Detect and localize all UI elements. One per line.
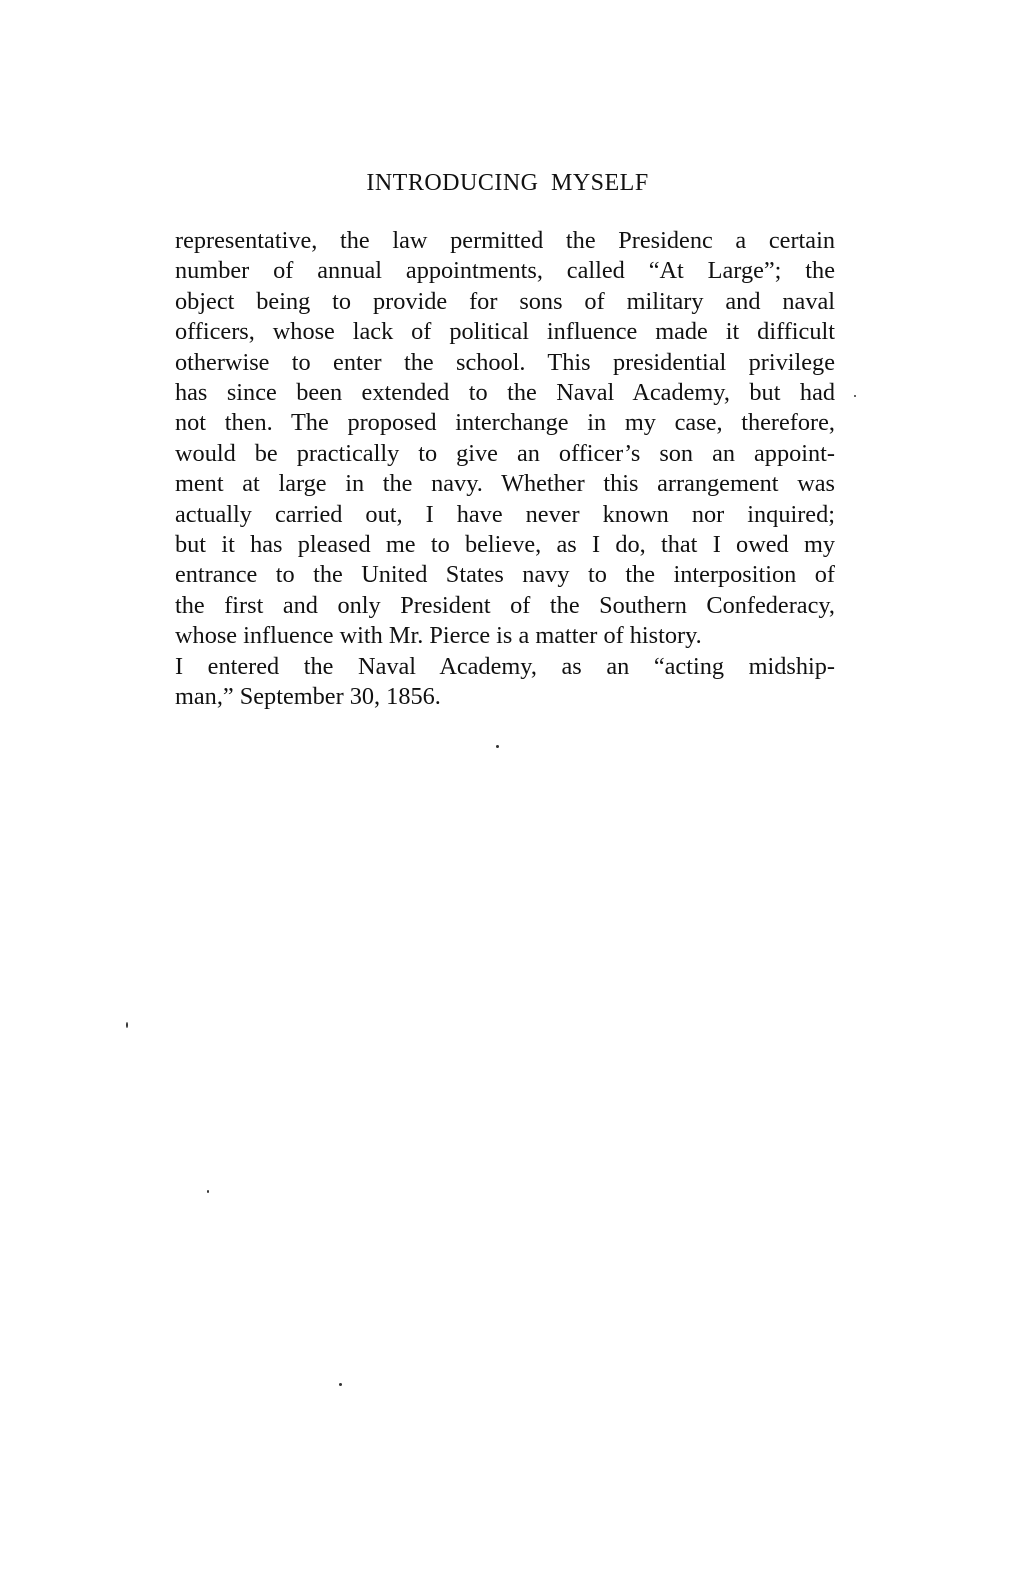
text-line: whose influence with Mr. Pierce is a matter of history.: [175, 622, 702, 650]
text-line: has since been extended to the Naval Academy, but had: [175, 379, 835, 407]
text-line: but it has pleased me to believe, as I do, that I owed my: [175, 531, 835, 559]
text-line: not then. The proposed interchange in my case, therefore,: [175, 409, 835, 437]
scan-speck: [339, 1383, 342, 1386]
text-line: man,” September 30, 1856.: [175, 683, 441, 711]
text-line: actually carried out, I have never known nor inquired;: [175, 500, 835, 528]
text-line: otherwise to enter the school. This presidential privilege: [175, 348, 835, 376]
text-line: I entered the Naval Academy, as an “acting midship-: [175, 652, 835, 680]
text-line: representative, the law permitted the Presidenc a certain: [175, 227, 835, 254]
paragraph-2: [175, 652, 835, 713]
text-line: officers, whose lack of political influence made it difficult: [175, 318, 835, 346]
text-line: number of annual appointments, called “At Large”; the: [175, 257, 835, 285]
text-line: ment at large in the navy. Whether this arrangement was: [175, 470, 835, 498]
scan-speck: [496, 745, 499, 748]
running-head: INTRODUCING MYSELF: [366, 170, 649, 196]
scan-speck: [207, 1190, 209, 1193]
text-line: entrance to the United States navy to the interposition of: [175, 561, 835, 589]
paragraph-1: [175, 226, 835, 652]
text-line: would be practically to give an officer’s son an appoint-: [175, 439, 835, 467]
text-line: object being to provide for sons of military and naval: [175, 287, 835, 315]
text-line: the first and only President of the Southern Confederacy,: [175, 591, 835, 619]
scan-speck: [126, 1022, 128, 1028]
body-text: [175, 226, 835, 713]
scan-speck: [854, 395, 856, 397]
